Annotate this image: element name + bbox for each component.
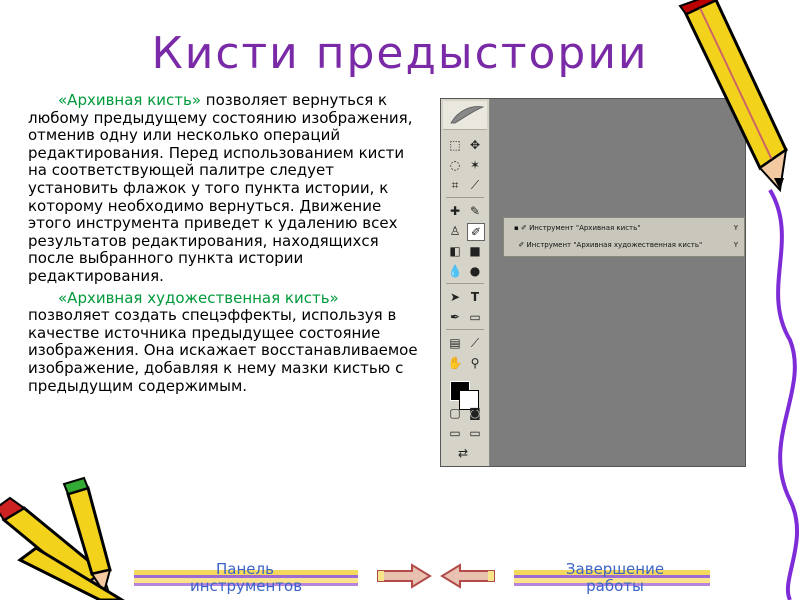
- screen-mode-full-icon[interactable]: ▭: [469, 426, 481, 440]
- brush-icon[interactable]: ✎: [469, 204, 481, 218]
- healing-brush-icon[interactable]: ✚: [449, 204, 461, 218]
- eyedropper-icon[interactable]: ⟋: [470, 336, 480, 350]
- notes-icon[interactable]: ▤: [449, 336, 461, 350]
- path-selection-icon[interactable]: ➤: [449, 290, 461, 304]
- body-text: [28, 92, 420, 399]
- hand-icon[interactable]: ✋: [447, 356, 463, 370]
- crop-icon[interactable]: ⌗: [451, 178, 459, 192]
- link-tools-panel[interactable]: Панель инструментов: [190, 560, 303, 595]
- term-history-brush: «Архивная кисть»: [58, 91, 202, 109]
- link-finish[interactable]: Завершение работы: [565, 560, 665, 595]
- pencil-icon: [0, 498, 110, 596]
- pen-icon[interactable]: ✒: [449, 310, 461, 324]
- paragraph1-text: позволяет вернуться к любому предыдущему состоянию изображения, отменив одну или несколько операций редактирования. Перед использованием кисти на соответствующей палитре следует установить флажок у того пункта истории, к которому необходимо вернуться. Движение этого инструмента приведет к удалению всех результатов редактирования, находящихся после выбранного пункта истории редактирования.: [28, 91, 413, 285]
- history-brush-icon[interactable]: ✐: [467, 223, 485, 241]
- divider: [446, 283, 484, 284]
- stamp-icon[interactable]: ♙: [449, 224, 461, 238]
- dodge-icon[interactable]: ●: [469, 264, 481, 278]
- photoshop-screenshot: [440, 98, 746, 467]
- blur-icon[interactable]: 💧: [447, 264, 463, 278]
- feather-logo: [443, 101, 487, 130]
- next-arrow-icon[interactable]: [376, 563, 432, 589]
- pencil-icon: [64, 478, 110, 592]
- type-icon[interactable]: T: [470, 290, 480, 304]
- history-brush-flyout-menu: [503, 217, 745, 257]
- prev-arrow-icon[interactable]: [440, 563, 496, 589]
- shortcut-key: Y: [733, 241, 738, 249]
- menu-item-history-brush[interactable]: ▪ ✐ Инструмент "Архивная кисть": [514, 224, 641, 232]
- feather-icon: [443, 101, 487, 129]
- menu-item-art-history-brush[interactable]: ✐ Инструмент "Архивная художественная кисть": [514, 241, 703, 249]
- move-icon[interactable]: ✥: [469, 138, 481, 152]
- paragraph2-text: позволяет создать спецэффекты, используя в качестве источника предыдущее состояние изображения. Она искажает восстанавливаемое изображение, добавляя к нему мазки кистью с предыдущим содержимым.: [28, 306, 418, 395]
- screen-mode-icon[interactable]: ▭: [449, 426, 461, 440]
- shape-icon[interactable]: ▭: [469, 310, 481, 324]
- marquee-icon[interactable]: ⬚: [449, 138, 461, 152]
- paragraph-art-history-brush: [28, 290, 420, 396]
- quick-mask-icon[interactable]: ◙: [469, 406, 481, 420]
- lasso-icon[interactable]: ◌: [449, 158, 461, 172]
- term-art-history-brush: «Архивная художественная кисть»: [58, 288, 339, 307]
- divider: [446, 329, 484, 330]
- page-title: Кисти предыстории: [151, 28, 649, 79]
- magic-wand-icon[interactable]: ✶: [469, 158, 481, 172]
- zoom-icon[interactable]: ⚲: [470, 356, 480, 370]
- pencil-icon: [20, 548, 122, 600]
- gradient-icon[interactable]: ■: [469, 244, 481, 258]
- eraser-icon[interactable]: ◧: [449, 244, 461, 258]
- jump-to-imageready-icon[interactable]: ⇄: [457, 446, 469, 460]
- purple-wave-line: [770, 190, 797, 600]
- tools-palette: [441, 99, 490, 466]
- slice-icon[interactable]: ⟋: [470, 178, 480, 192]
- paragraph-history-brush: [28, 92, 420, 286]
- standard-mode-icon[interactable]: ▢: [449, 406, 461, 420]
- shortcut-key: Y: [733, 224, 738, 232]
- divider: [446, 197, 484, 198]
